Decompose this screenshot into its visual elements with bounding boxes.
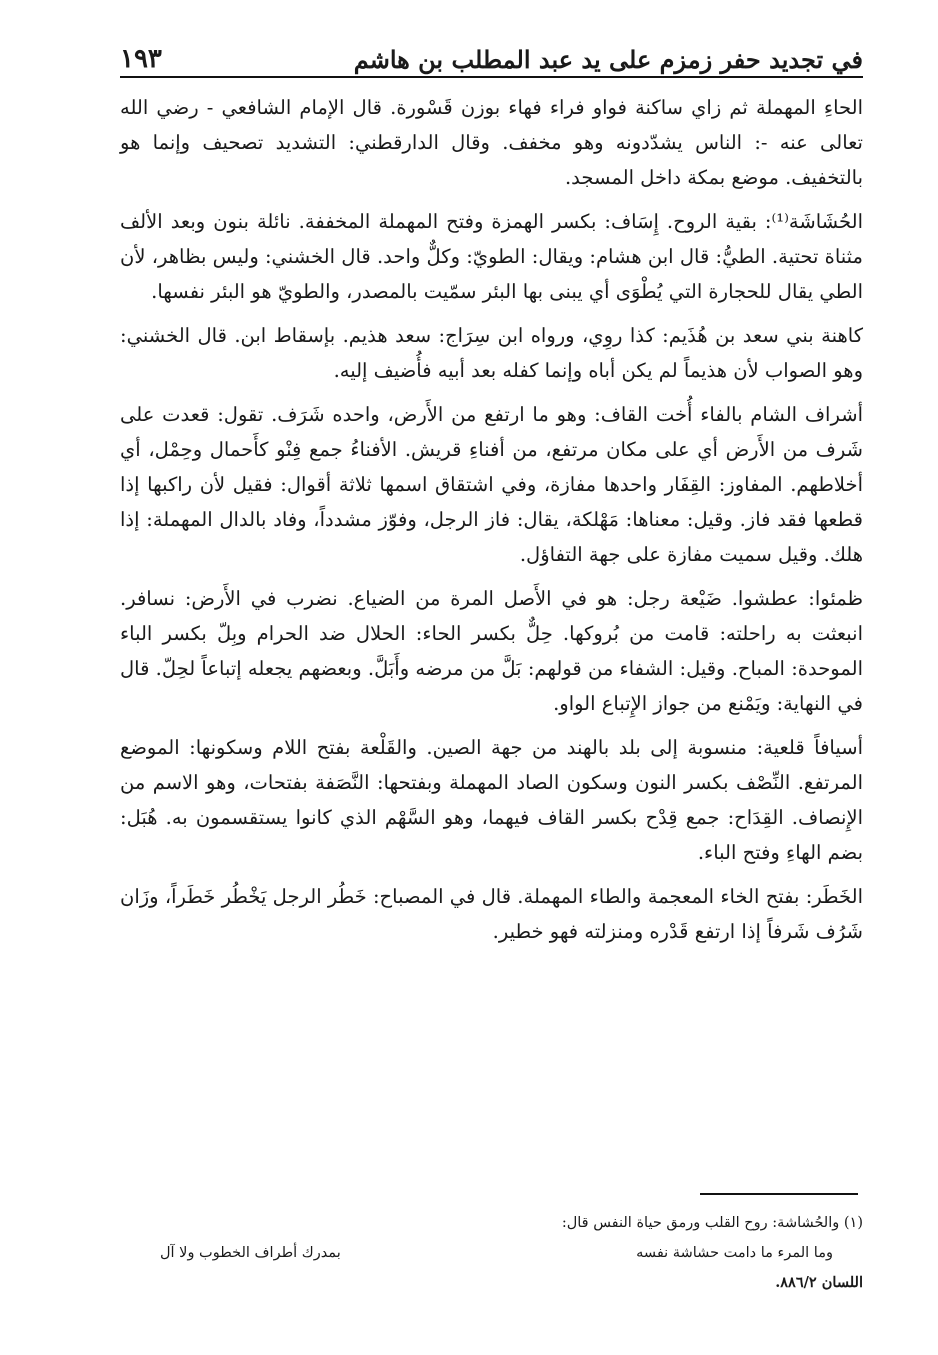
footnotes bbox=[160, 1208, 863, 1298]
paragraph: أشراف الشام بالفاء أُخت القاف: وهو ما ارتفع من الأَرض، واحده شَرَف. تقول: قعدت على شَرف من الأَرض أي على مكان مرتفع، من أفناءِ قريش. الأفناءُ جمع فِنْو كأَحمال وحِمْل، أي أخلاطهم. المفاوز: القِفَار واحدها مفازة، وفي اشتقاق اسمها ثلاثة أقوال: فقيل لأن راكبها إذا قطعها فقد فاز. وقيل: معناها: مَهْلكة، يقال: فاز الرجل، وفوّز مشدداً، وفاد بالدال المهملة: إذا هلك. وقيل سميت مفازة على جهة التفاؤل. bbox=[120, 403, 863, 566]
verse-second-hemistich: بمدرك أطراف الخطوب ولا آل bbox=[160, 1245, 341, 1261]
footnote-verse bbox=[160, 1238, 863, 1268]
verse-first-hemistich: وما المرء ما دامت حشاشة نفسه bbox=[636, 1245, 833, 1261]
main-text bbox=[120, 90, 863, 958]
paragraph: ظمئوا: عطشوا. ضَيْعة رجل: هو في الأَصل المرة من الضياع. نضرب في الأَرض: نسافر. انبعثت به راحلته: قامت من بُروكها. حِلٌّ بكسر الحاء: الحلال ضد الحرام وبِلّ بكسر الباء الموحدة: المباح. وقيل: الشفاء من قولهم: بَلَّ من مرضه وأَبَلَّ. وبعضهم يجعله إتباعاً لحِلّ. قال في النهاية: ويَمْنع من جواز الإِتباع الواو. bbox=[120, 587, 863, 715]
footnote-intro: (١) والحُشاشة: روح القلب ورمق حياة النفس قال: bbox=[561, 1215, 863, 1231]
running-title: في تجديد حفر زمزم على يد عبد المطلب بن هاشم bbox=[353, 45, 863, 74]
footnote-source: اللسان ٨٨٦/٢. bbox=[775, 1274, 863, 1291]
page-header bbox=[120, 30, 863, 78]
paragraph: كاهنة بني سعد بن هُذَيم: كذا روِي، ورواه ابن سِرَاج: سعد هذيم. بإسقاط ابن. قال الخشني: وهو الصواب لأن هذيماً لم يكن أباه وإنما كفله بعد أبيه فأُضيف إليه. bbox=[120, 324, 863, 382]
footnote-separator bbox=[700, 1193, 858, 1195]
paragraph: الحاءِ المهملة ثم زاي ساكنة فواو فراء فهاء بوزن قَسْورة. قال الإمام الشافعي - رضي الله تعالى عنه -: الناس يشدّدونه وهو مخفف. وقال الدارقطني: التشديد تصحيف وإنما هو بالتخفيف. موضع بمكة داخل المسجد. bbox=[120, 96, 863, 189]
paragraph: الحُشَاشَة⁽¹⁾: بقية الروح. إِسَاف: بكسر الهمزة وفتح المهملة المخففة. نائلة بنون وبعد الألف مثناة تحتية. الطيُّ: قال ابن هشام: ويقال: الطويّ: وكلٌّ واحد. قال الخشني: وليس بظاهر، لأن الطي يقال للحجارة التي يُطْوَى أي يبنى بها البئر سمّيت بالمصدر، والطويّ هو البئر نفسها. bbox=[120, 210, 863, 303]
paragraph: أسيافاً قلعية: منسوبة إلى بلد بالهند من جهة الصين. والقَلْعة بفتح اللام وسكونها: الموضع المرتفع. النِّصْف بكسر النون وسكون الصاد المهملة وبفتحها: النَّصَفة بفتحات، وهو الاسم من الإِنصاف. القِدَاح: جمع قِدْح بكسر القاف فيهما، وهو السَّهْم الذي كانوا يستقسمون به. هُبَل: بضم الهاءِ وفتح الباء. bbox=[120, 736, 863, 864]
page-number: ١٩٣ bbox=[120, 44, 162, 74]
paragraph: الخَطَر: بفتح الخاء المعجمة والطاء المهملة. قال في المصباح: خَطُر الرجل يَخْطُر خَطَراً، وزَان شَرُف شَرفاً إذا ارتفع قَدْره ومنزلته فهو خطير. bbox=[120, 885, 863, 943]
